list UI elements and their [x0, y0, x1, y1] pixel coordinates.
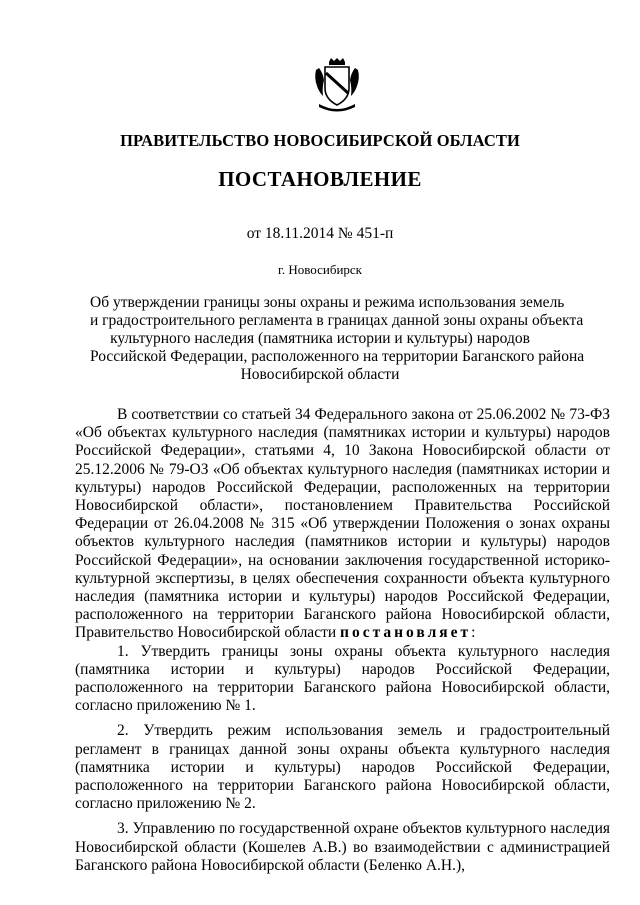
- subject-line: и градостроительного регламента в границах данной зоны охраны объекта: [90, 312, 584, 329]
- subject-line: Российской Федерации, расположенного на территории Баганского района: [90, 348, 585, 365]
- document-subject: [90, 294, 585, 384]
- resolves-word: постановляет: [340, 624, 472, 642]
- document-date-number: от 18.11.2014 № 451-п: [246, 225, 394, 242]
- document-city: г. Новосибирск: [277, 262, 362, 277]
- subject-line: Об утверждении границы зоны охраны и режима использования земель: [90, 294, 565, 311]
- resolution-item: 2. Утвердить режим использования земель и градостроительный регламент в границах данной зоны охраны объекта культурного наследия (памятника истории и культуры) народов Российской Федерации, расположенного на территории Баганского района Новосибирской области, согласно приложению № 2.: [75, 722, 610, 813]
- resolution-item: 3. Управлению по государственной охране объектов культурного наследия Новосибирской области (Кошелев А.В.) во взаимодействии с администрацией Баганского района Новосибирской области (Беленко А.Н.),: [75, 820, 610, 874]
- subject-line: культурного наследия (памятника истории и культуры) народов: [110, 330, 530, 347]
- resolves-suffix: :: [471, 624, 476, 642]
- preamble-text: В соответствии со статьей 34 Федерального закона от 25.06.2002 № 73-ФЗ «Об объектах культурного наследия (памятниках истории и культуры) народов Российской Федерации», статьями 4, 10 Закона Новосибирской области от 25.12.2006 № 79-ОЗ «Об объектах культурного наследия (памятниках истории и культуры) народов Российской Федерации, расположенных на территории Новосибирской области», постановлением Правительства Российской Федерации от 26.04.2008 № 315 «Об утверждении Положения о зонах охраны объектов культурного наследия (памятников истории и культуры) народов Российской Федерации», на основании заключения государственной историко-культурной экспертизы, в целях обеспечения сохранности объекта культурного наследия (памятника истории и культуры) народов Российской Федерации, расположенного на территории Баганского района Новосибирской области, Правительство Новосибирской области: [75, 406, 610, 642]
- novosibirsk-coat-of-arms-icon: [313, 58, 361, 114]
- document-body: [75, 406, 610, 875]
- subject-line: Новосибирской области: [240, 366, 400, 383]
- preamble-paragraph: [75, 406, 610, 643]
- document-type-title: ПОСТАНОВЛЕНИЕ: [218, 167, 422, 191]
- resolution-item: 1. Утвердить границы зоны охраны объекта культурного наследия (памятника истории и культуры) народов Российской Федерации, расположенного на территории Баганского района Новосибирской области, согласно приложению № 1.: [75, 642, 610, 715]
- government-name: ПРАВИТЕЛЬСТВО НОВОСИБИРСКОЙ ОБЛАСТИ: [120, 131, 520, 150]
